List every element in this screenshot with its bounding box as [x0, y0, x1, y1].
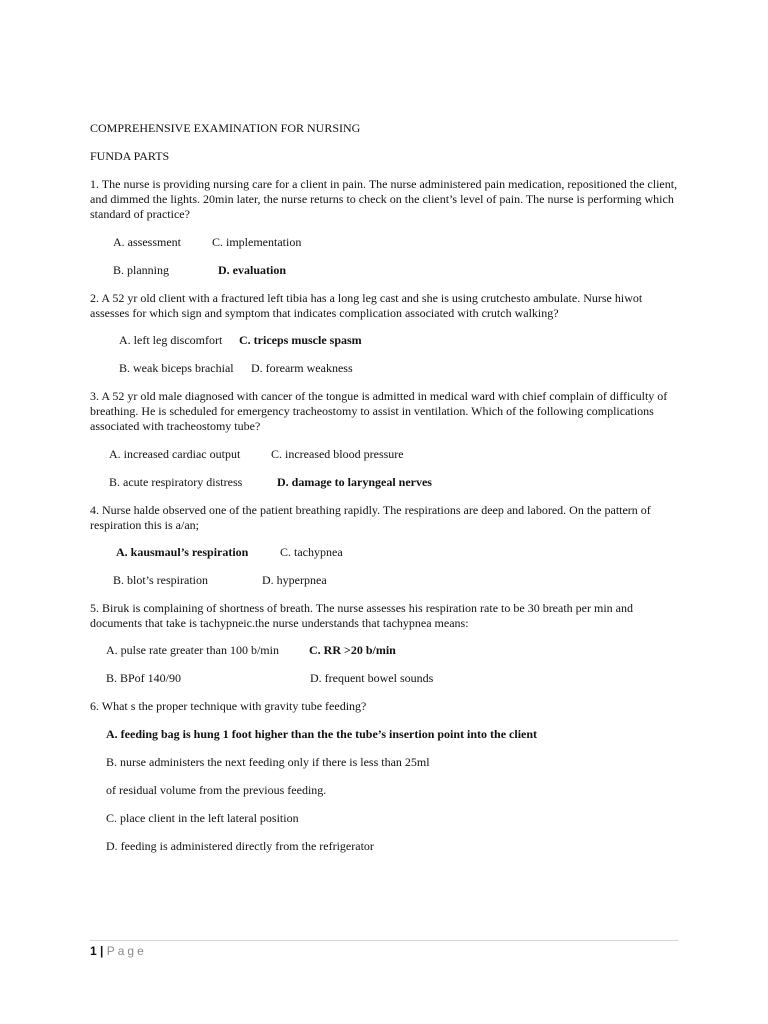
question-2-answer: C. triceps muscle spasm — [239, 333, 362, 347]
question-6-option-c: C. place client in the left lateral position — [106, 811, 299, 825]
question-2-text: 2. A 52 yr old client with a fractured left tibia has a long leg cast and she is using crutchesto ambulate. Nurse hiwot assesses for which sign and symptom that indicates complication associated with crutch walking? — [90, 291, 643, 320]
question-5-text: 5. Biruk is complaining of shortness of breath. The nurse assesses his respiration rate to be 30 breath per min and documents that take is tachypneic.the nurse understands that tachypnea means: — [90, 601, 633, 630]
question-4-option-d: D. hyperpnea — [262, 573, 327, 587]
question-1-answer: D. evaluation — [218, 263, 287, 277]
question-5-option-a: A. pulse rate greater than 100 b/min — [106, 643, 279, 657]
document-title: COMPREHENSIVE EXAMINATION FOR NURSING — [90, 121, 361, 135]
question-4-option-b: B. blot’s respiration — [113, 573, 208, 587]
page-label: Page — [106, 944, 147, 958]
question-6-option-b-continued: of residual volume from the previous feeding. — [106, 783, 327, 797]
page-number: 1 — [90, 944, 97, 958]
footer-separator: | — [100, 944, 104, 958]
footer-divider — [90, 940, 678, 941]
question-3-option-b: B. acute respiratory distress — [109, 475, 243, 489]
question-3-text: 3. A 52 yr old male diagnosed with cancer of the tongue is admitted in medical ward with chief complain of difficulty of breathing. He is scheduled for emergency tracheostomy to assist in ventilation. Which of the following complications associated with tracheostomy tube? — [90, 389, 668, 433]
question-4-option-c: C. tachypnea — [280, 545, 343, 559]
section-heading: FUNDA PARTS — [90, 149, 170, 163]
question-1-option-a: A. assessment — [113, 235, 181, 249]
question-5-option-d: D. frequent bowel sounds — [310, 671, 434, 685]
question-6-option-b: B. nurse administers the next feeding only if there is less than 25ml — [106, 755, 430, 769]
question-5-answer: C. RR >20 b/min — [309, 643, 396, 657]
question-2-option-d: D. forearm weakness — [251, 361, 353, 375]
question-4-text: 4. Nurse halde observed one of the patient breathing rapidly. The respirations are deep and labored. On the pattern of respiration this is a/an; — [90, 503, 651, 532]
question-3-option-c: C. increased blood pressure — [271, 447, 404, 461]
question-6-option-d: D. feeding is administered directly from the refrigerator — [106, 839, 374, 853]
question-6-answer: A. feeding bag is hung 1 foot higher than the the tube’s insertion point into the client — [106, 727, 538, 741]
page-footer — [90, 944, 147, 959]
question-1-text: 1. The nurse is providing nursing care for a client in pain. The nurse administered pain medication, repositioned the client, and dimmed the lights. 20min later, the nurse returns to check on the client’s level of pain. The nurse is performing which standard of practice? — [90, 177, 678, 221]
question-3-answer: D. damage to laryngeal nerves — [277, 475, 432, 489]
question-3-option-a: A. increased cardiac output — [109, 447, 241, 461]
question-2-option-b: B. weak biceps brachial — [119, 361, 234, 375]
question-1-option-c: C. implementation — [212, 235, 302, 249]
question-4-answer: A. kausmaul’s respiration — [116, 545, 249, 559]
question-5-option-b: B. BPof 140/90 — [106, 671, 182, 685]
question-1-option-b: B. planning — [113, 263, 169, 277]
question-6-text: 6. What s the proper technique with gravity tube feeding? — [90, 699, 367, 713]
question-2-option-a: A. left leg discomfort — [119, 333, 223, 347]
